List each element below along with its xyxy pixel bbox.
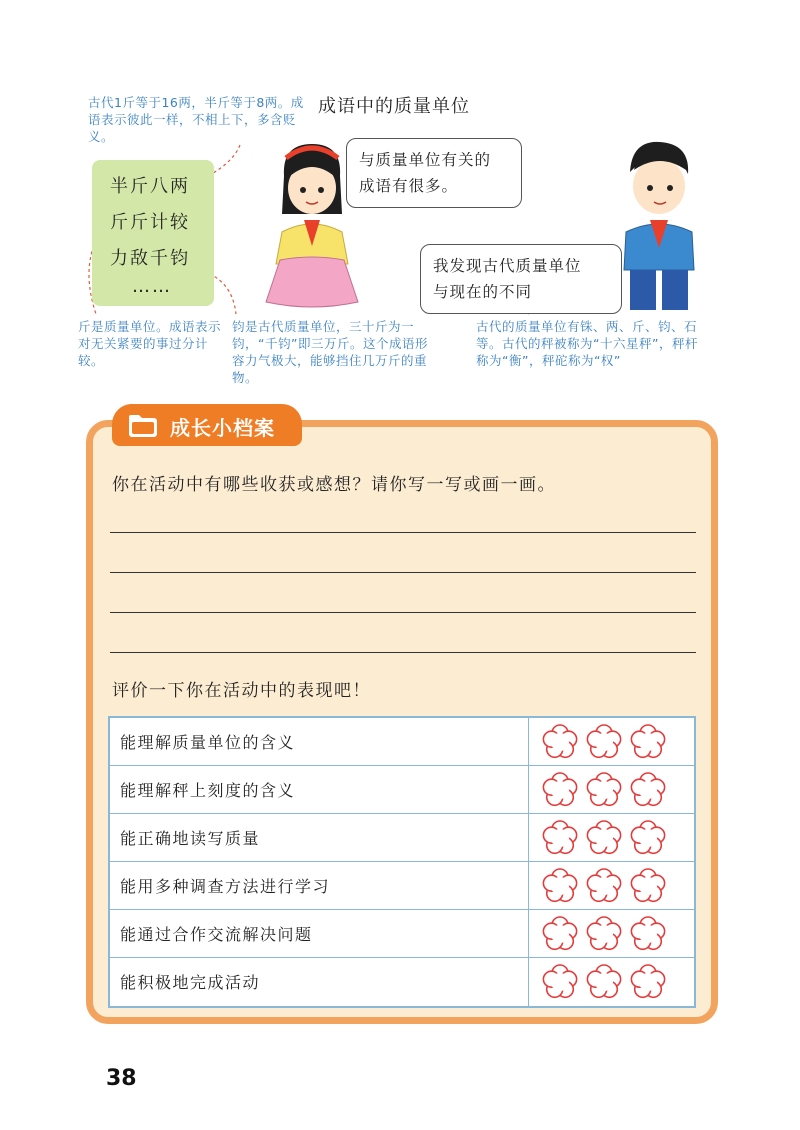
flower-icon[interactable] bbox=[587, 917, 620, 949]
bubble-line: 与质量单位有关的 bbox=[359, 151, 492, 169]
flower-icon[interactable] bbox=[631, 869, 664, 901]
flower-rating[interactable] bbox=[540, 868, 690, 904]
table-row bbox=[110, 862, 694, 910]
bubble-line: 与现在的不同 bbox=[433, 283, 533, 301]
flower-icon[interactable] bbox=[631, 725, 664, 757]
girl-speech-bubble bbox=[346, 138, 522, 208]
flower-rating[interactable] bbox=[540, 772, 690, 808]
flower-icon[interactable] bbox=[543, 917, 576, 949]
criterion-label: 能正确地读写质量 bbox=[120, 829, 261, 848]
note-jinjin-jijiao: 斤是质量单位。成语表示对无关紧要的事过分计较。 bbox=[78, 319, 222, 368]
note-qianjun: 钧是古代质量单位，三十斤为一钧，“千钧”即三万斤。这个成语形容力气极大，能够挡住几万斤的重物。 bbox=[232, 319, 428, 385]
bubble-line: 成语有很多。 bbox=[359, 177, 459, 195]
idiom-item: …… bbox=[132, 276, 172, 297]
criterion-label: 能用多种调查方法进行学习 bbox=[120, 877, 331, 896]
criterion-label: 能理解秤上刻度的含义 bbox=[120, 781, 296, 800]
flower-rating[interactable] bbox=[540, 916, 690, 952]
bubble-line: 我发现古代质量单位 bbox=[433, 257, 582, 275]
table-row bbox=[110, 958, 694, 1006]
folder-icon bbox=[128, 414, 158, 438]
writing-line[interactable] bbox=[110, 532, 696, 533]
writing-line[interactable] bbox=[110, 572, 696, 573]
flower-icon[interactable] bbox=[587, 821, 620, 853]
criterion-label: 能通过合作交流解决问题 bbox=[120, 925, 313, 944]
flower-icon[interactable] bbox=[543, 773, 576, 805]
table-row bbox=[110, 910, 694, 958]
note-jin-liang: 古代1斤等于16两，半斤等于8两。成语表示彼此一样，不相上下，多含贬义。 bbox=[88, 95, 304, 144]
page-number: 38 bbox=[106, 1066, 137, 1091]
table-row bbox=[110, 718, 694, 766]
page-title: 成语中的质量单位 bbox=[318, 96, 470, 117]
flower-icon[interactable] bbox=[543, 725, 576, 757]
flower-icon[interactable] bbox=[631, 821, 664, 853]
idiom-item: 半斤八两 bbox=[110, 176, 190, 197]
evaluation-table bbox=[108, 716, 696, 1008]
archive-prompt: 你在活动中有哪些收获或感想？请你写一写或画一画。 bbox=[112, 475, 556, 495]
flower-icon[interactable] bbox=[631, 965, 664, 997]
flower-rating[interactable] bbox=[540, 724, 690, 760]
writing-line[interactable] bbox=[110, 612, 696, 613]
boy-speech-bubble bbox=[420, 244, 622, 314]
writing-line[interactable] bbox=[110, 652, 696, 653]
idiom-item: 斤斤计较 bbox=[110, 212, 190, 233]
flower-icon[interactable] bbox=[587, 965, 620, 997]
flower-rating[interactable] bbox=[540, 820, 690, 856]
note-ancient-units: 古代的质量单位有铢、两、斤、钧、石等。古代的秤被称为“十六星秤”，秤杆称为“衡”，秤砣称为“权” bbox=[476, 319, 698, 368]
evaluate-prompt: 评价一下你在活动中的表现吧！ bbox=[112, 681, 371, 701]
flower-icon[interactable] bbox=[587, 869, 620, 901]
flower-icon[interactable] bbox=[587, 725, 620, 757]
archive-title: 成长小档案 bbox=[170, 416, 275, 440]
flower-icon[interactable] bbox=[631, 917, 664, 949]
criterion-label: 能积极地完成活动 bbox=[120, 973, 261, 992]
flower-icon[interactable] bbox=[543, 821, 576, 853]
flower-icon[interactable] bbox=[587, 773, 620, 805]
flower-icon[interactable] bbox=[543, 869, 576, 901]
idiom-box bbox=[92, 160, 214, 306]
boy-illustration bbox=[614, 136, 704, 316]
criterion-label: 能理解质量单位的含义 bbox=[120, 733, 296, 752]
idiom-item: 力敌千钧 bbox=[110, 248, 190, 269]
flower-rating[interactable] bbox=[540, 964, 690, 1000]
flower-icon[interactable] bbox=[631, 773, 664, 805]
table-row bbox=[110, 766, 694, 814]
flower-icon[interactable] bbox=[543, 965, 576, 997]
table-row bbox=[110, 814, 694, 862]
